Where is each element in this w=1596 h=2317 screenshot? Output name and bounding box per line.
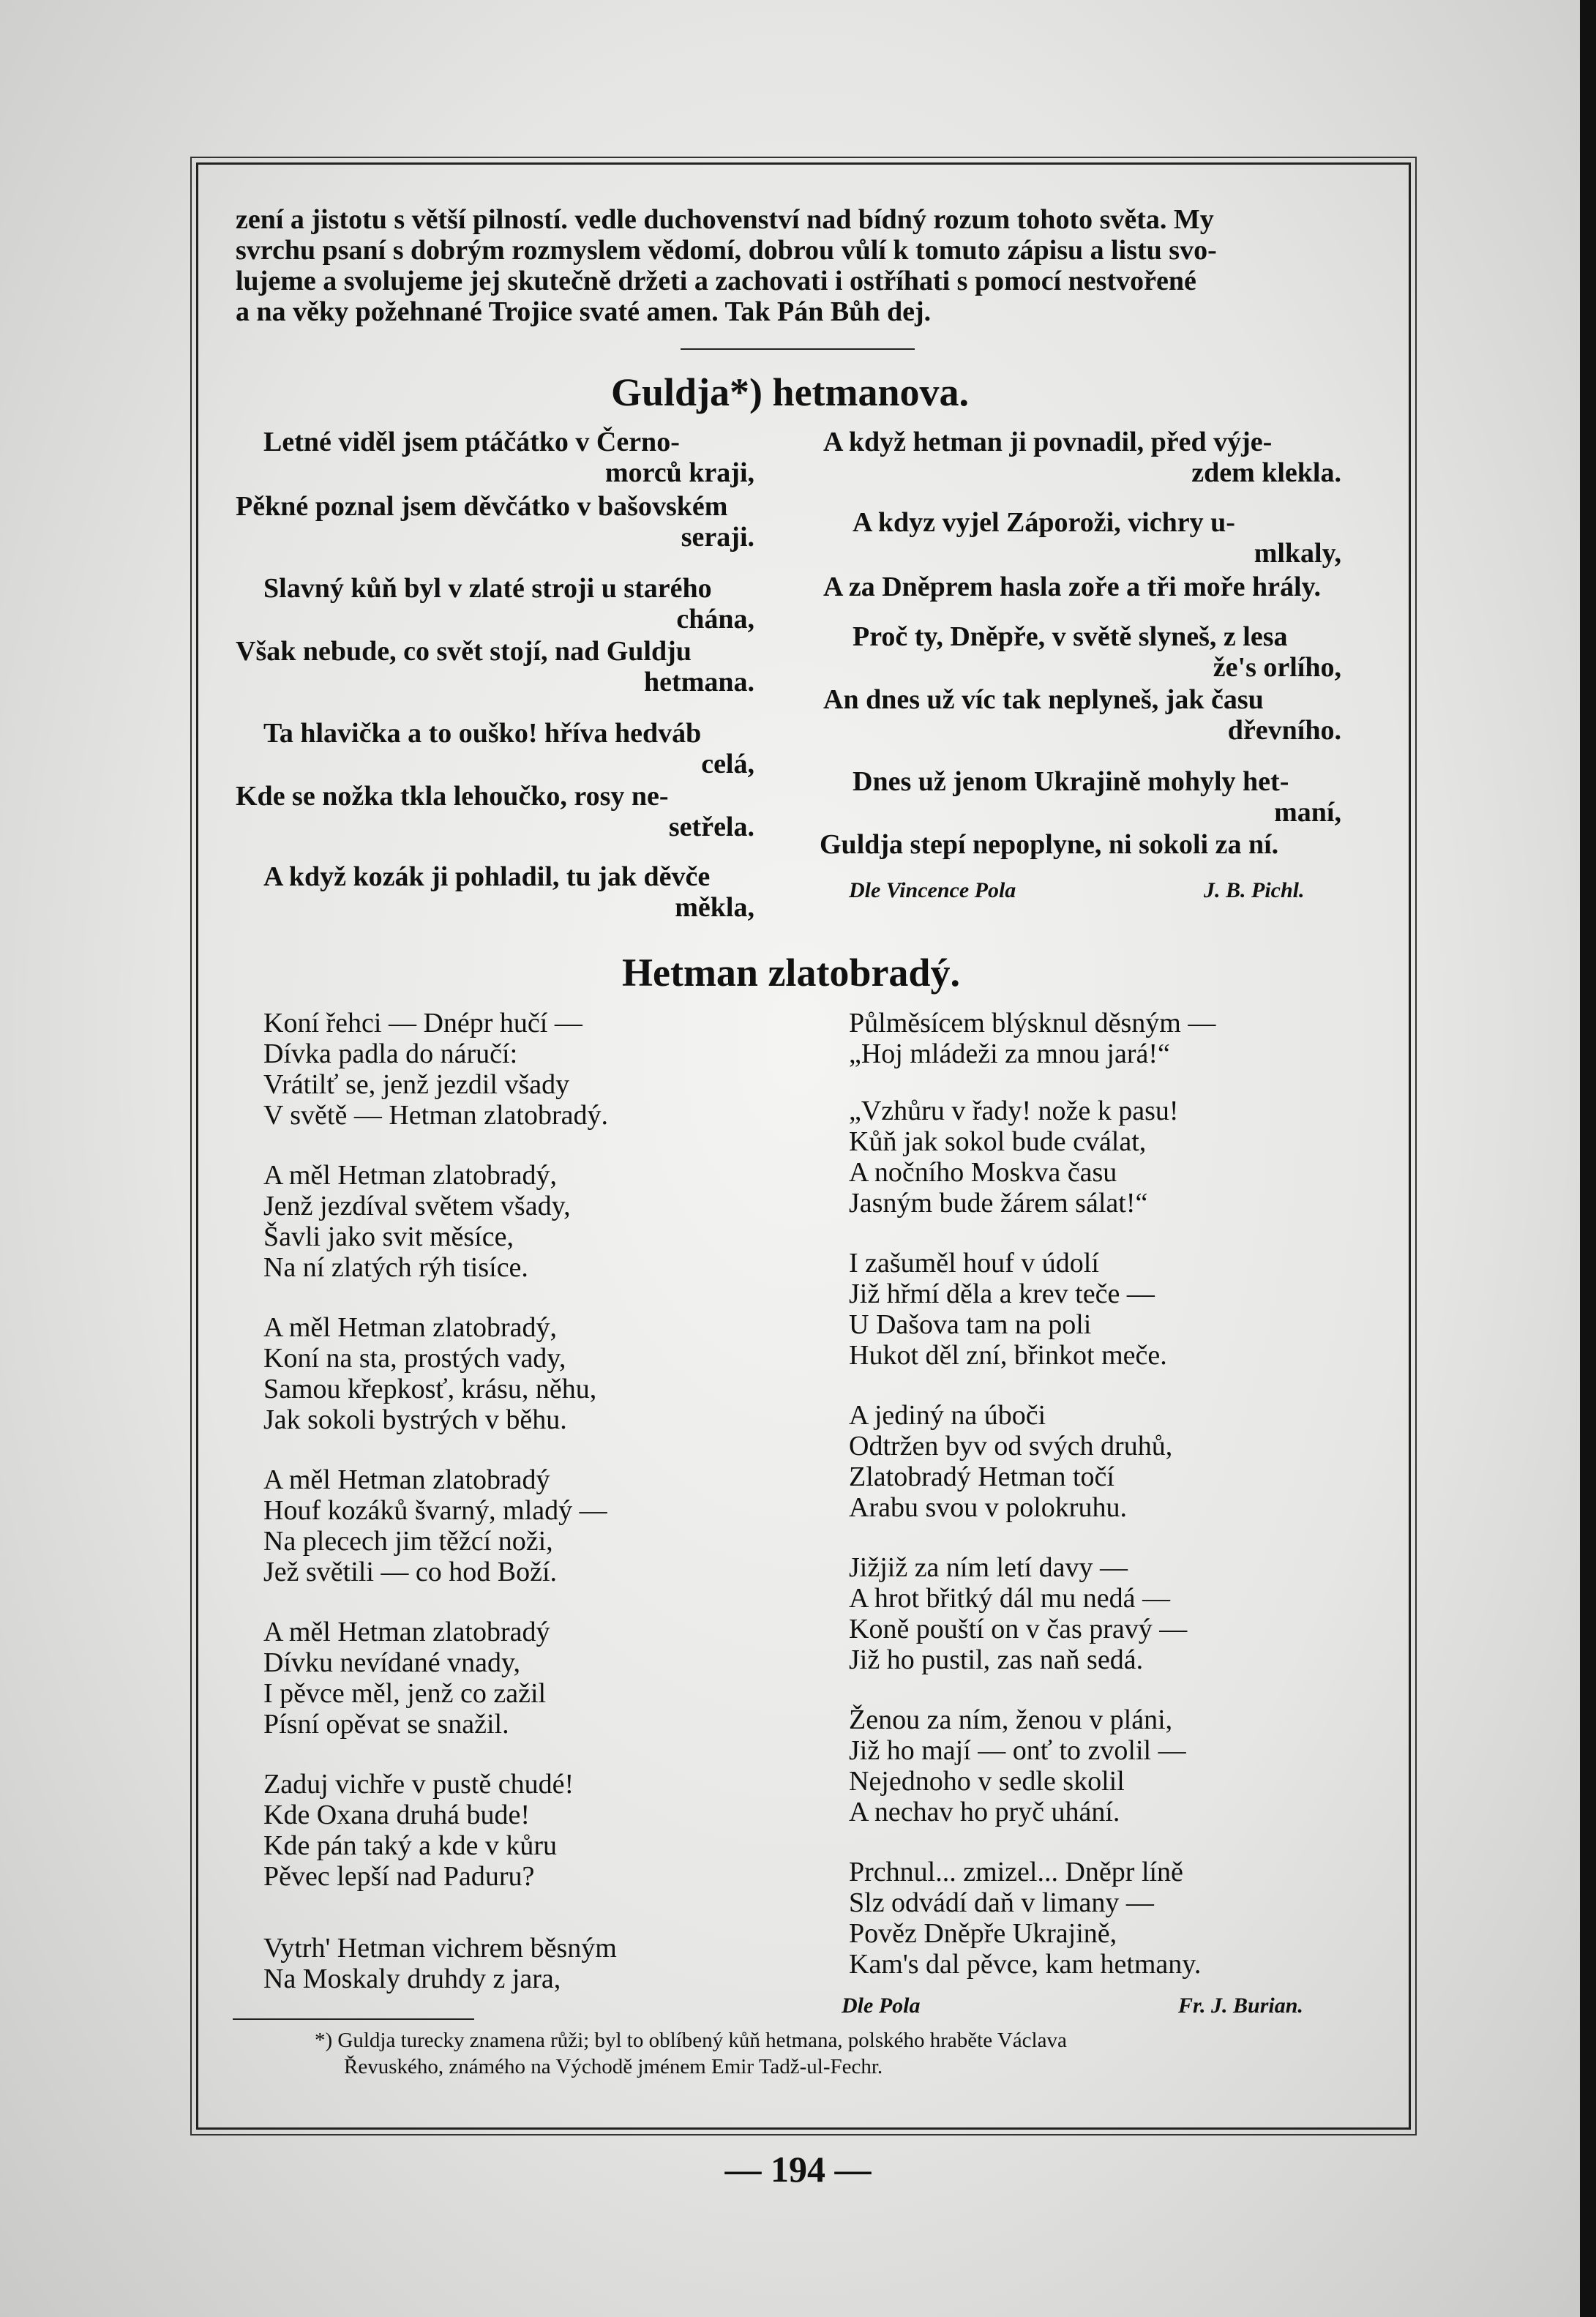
poem-line: Vrátilť se, jenž jezdil všady bbox=[263, 1069, 570, 1100]
poem-line: A měl Hetman zlatobradý, bbox=[263, 1160, 557, 1191]
poem-line: Jasným bude žárem sálat!“ bbox=[849, 1188, 1148, 1219]
poem-line: Houf kozáků švarný, mladý — bbox=[263, 1495, 607, 1526]
poem-line: Pěkné poznal jsem děvčátko v bašovském bbox=[236, 491, 728, 522]
poem-line: Zaduj vichře v pustě chudé! bbox=[263, 1769, 574, 1800]
poem-line: setřela. bbox=[668, 812, 754, 842]
poem-line: Prchnul... zmizel... Dněpr líně bbox=[849, 1857, 1183, 1887]
poem-line: hetmana. bbox=[644, 667, 754, 697]
poem-line: An dnes už víc tak neplyneš, jak času bbox=[823, 684, 1264, 715]
poem2-title: Hetman zlatobradý. bbox=[622, 951, 960, 995]
intro-line: svrchu psaní s dobrým rozmyslem vědomí, dobrou vůlí k tomuto zápisu a listu svo- bbox=[236, 235, 1217, 266]
poem-line: Ta hlavička a to ouško! hříva hedváb bbox=[263, 718, 702, 749]
poem-line: Pověz Dněpře Ukrajině, bbox=[849, 1918, 1117, 1949]
poem-line: Dnes už jenom Ukrajině mohyly het- bbox=[853, 766, 1289, 797]
poem2-translator-credit: Fr. J. Burian. bbox=[1178, 1994, 1303, 2018]
poem-line: Kde Oxana druhá bude! bbox=[263, 1800, 531, 1830]
poem-line: Již hřmí děla a krev teče — bbox=[849, 1279, 1155, 1309]
poem-line: I pěvce měl, jenž co zažil bbox=[263, 1678, 547, 1709]
poem-line: A jediný na úboči bbox=[849, 1400, 1046, 1431]
poem-line: maní, bbox=[1274, 797, 1341, 828]
intro-line: a na věky požehnané Trojice svaté amen. Tak Pán Bůh dej. bbox=[236, 296, 932, 327]
poem-line: Nejednoho v sedle skolil bbox=[849, 1766, 1125, 1797]
poem-line: Jež světili — co hod Boží. bbox=[263, 1557, 558, 1587]
poem-line: Letné viděl jsem ptáčátko v Černo- bbox=[263, 427, 680, 457]
poem-line: Pěvec lepší nad Paduru? bbox=[263, 1861, 535, 1892]
separator-rule bbox=[681, 348, 915, 350]
scan-dark-edge bbox=[1580, 0, 1596, 2317]
poem-line: Již ho mají — onť to zvolil — bbox=[849, 1735, 1186, 1766]
poem-line: Zlatobradý Hetman točí bbox=[849, 1461, 1114, 1492]
poem-line: Na ní zlatých rýh tisíce. bbox=[263, 1252, 528, 1283]
poem-line: Dívku nevídané vnady, bbox=[263, 1647, 521, 1678]
poem-line: Guldja stepí nepoplyne, ni sokoli za ní. bbox=[820, 829, 1279, 860]
poem-line: Šavli jako svit měsíce, bbox=[263, 1221, 514, 1252]
poem-line: Koní řehci — Dnépr hučí — bbox=[263, 1008, 582, 1038]
poem-line: mlkaly, bbox=[1254, 538, 1341, 569]
poem-line: Proč ty, Dněpře, v světě slyneš, z lesa bbox=[853, 621, 1288, 652]
poem-line: U Dašova tam na poli bbox=[849, 1309, 1092, 1340]
poem-line: Jižjiž za ním letí davy — bbox=[849, 1552, 1128, 1583]
poem-line: A měl Hetman zlatobradý bbox=[263, 1464, 550, 1495]
poem2-source-credit: Dle Pola bbox=[842, 1994, 921, 2018]
poem-line: A když kozák ji pohladil, tu jak děvče bbox=[263, 861, 711, 892]
page-number: — 194 — bbox=[724, 2149, 872, 2190]
poem1-translator-credit: J. B. Pichl. bbox=[1204, 878, 1305, 902]
poem-line: celá, bbox=[701, 749, 754, 779]
poem-line: A hrot břitký dál mu nedá — bbox=[849, 1583, 1171, 1614]
poem-line: „Hoj mládeži za mnou jará!“ bbox=[849, 1038, 1170, 1069]
poem-line: Samou křepkosť, krásu, něhu, bbox=[263, 1374, 597, 1404]
poem-line: morců kraji, bbox=[604, 457, 754, 488]
poem-line: Jak sokoli bystrých v běhu. bbox=[263, 1404, 567, 1435]
poem-line: Však nebude, co svět stojí, nad Guldju bbox=[236, 636, 692, 667]
poem-line: V světě — Hetman zlatobradý. bbox=[263, 1100, 608, 1131]
poem-line: Hukot děl zní, břinkot meče. bbox=[849, 1340, 1167, 1371]
poem-line: A kdyz vyjel Záporoži, vichry u- bbox=[853, 507, 1235, 538]
poem-line: A nočního Moskva času bbox=[849, 1157, 1117, 1188]
poem-line: Dívka padla do náručí: bbox=[263, 1038, 518, 1069]
footnote-line: *) Guldja turecky znamena růži; byl to oblíbený kůň hetmana, polského hraběte Václava bbox=[315, 2029, 1067, 2052]
poem-line: Koně pouští on v čas pravý — bbox=[849, 1614, 1188, 1644]
poem-line: Kůň jak sokol bude cválat, bbox=[849, 1126, 1147, 1157]
poem-line: A měl Hetman zlatobradý bbox=[263, 1617, 550, 1647]
poem-line: Ženou za ním, ženou v pláni, bbox=[849, 1704, 1173, 1735]
poem-line: Vytrh' Hetman vichrem běsným bbox=[263, 1933, 617, 1964]
poem-line: Odtržen byv od svých druhů, bbox=[849, 1431, 1173, 1461]
poem-line: Písní opěvat se snažil. bbox=[263, 1709, 509, 1740]
poem-line: zdem klekla. bbox=[1191, 457, 1341, 488]
poem-line: že's orlího, bbox=[1213, 652, 1341, 683]
poem-line: Jenž jezdíval světem všady, bbox=[263, 1191, 571, 1221]
poem1-source-credit: Dle Vincence Pola bbox=[849, 878, 1016, 902]
poem-line: Kde pán taký a kde v kůru bbox=[263, 1830, 557, 1861]
footnote-rule bbox=[233, 2018, 474, 2020]
poem-line: chána, bbox=[676, 604, 754, 635]
poem-line: A za Dněprem hasla zoře a tři moře hrály. bbox=[823, 572, 1321, 602]
poem-line: měkla, bbox=[675, 892, 754, 923]
intro-line: lujeme a svolujeme jej skutečně držeti a zachovati i ostříhati s pomocí nestvořené bbox=[236, 266, 1196, 296]
intro-line: zení a jistotu s větší pilností. vedle duchovenství nad bídný rozum tohoto světa. My bbox=[236, 204, 1214, 235]
poem-line: A měl Hetman zlatobradý, bbox=[263, 1312, 557, 1343]
poem-line: Půlměsícem blýsknul děsným — bbox=[849, 1008, 1216, 1038]
poem-line: Na plecech jim těžcí noži, bbox=[263, 1526, 553, 1557]
poem-line: Koní na sta, prostých vady, bbox=[263, 1343, 566, 1374]
poem-line: Kde se nožka tkla lehoučko, rosy ne- bbox=[236, 781, 669, 812]
poem1-title: Guldja*) hetmanova. bbox=[611, 370, 970, 414]
poem-line: Na Moskaly druhdy z jara, bbox=[263, 1964, 561, 1994]
poem-line: A když hetman ji povnadil, před výje- bbox=[823, 427, 1273, 457]
poem-line: dřevního. bbox=[1227, 715, 1341, 746]
poem-line: Slavný kůň byl v zlaté stroji u starého bbox=[263, 573, 712, 604]
poem-line: A nechav ho pryč uhání. bbox=[849, 1797, 1120, 1827]
poem-line: „Vzhůru v řady! nože k pasu! bbox=[849, 1096, 1179, 1126]
poem-line: Již ho pustil, zas naň sedá. bbox=[849, 1644, 1144, 1675]
footnote-line: Řevuského, známého na Východě jménem Emir Tadž-ul-Fechr. bbox=[344, 2055, 883, 2078]
poem-line: I zašuměl houf v údolí bbox=[849, 1248, 1099, 1279]
poem-line: Kam's dal pěvce, kam hetmany. bbox=[849, 1949, 1202, 1980]
poem-line: seraji. bbox=[681, 522, 754, 553]
poem-line: Arabu svou v polokruhu. bbox=[849, 1492, 1127, 1523]
poem-line: Slz odvádí daň v limany — bbox=[849, 1887, 1154, 1918]
